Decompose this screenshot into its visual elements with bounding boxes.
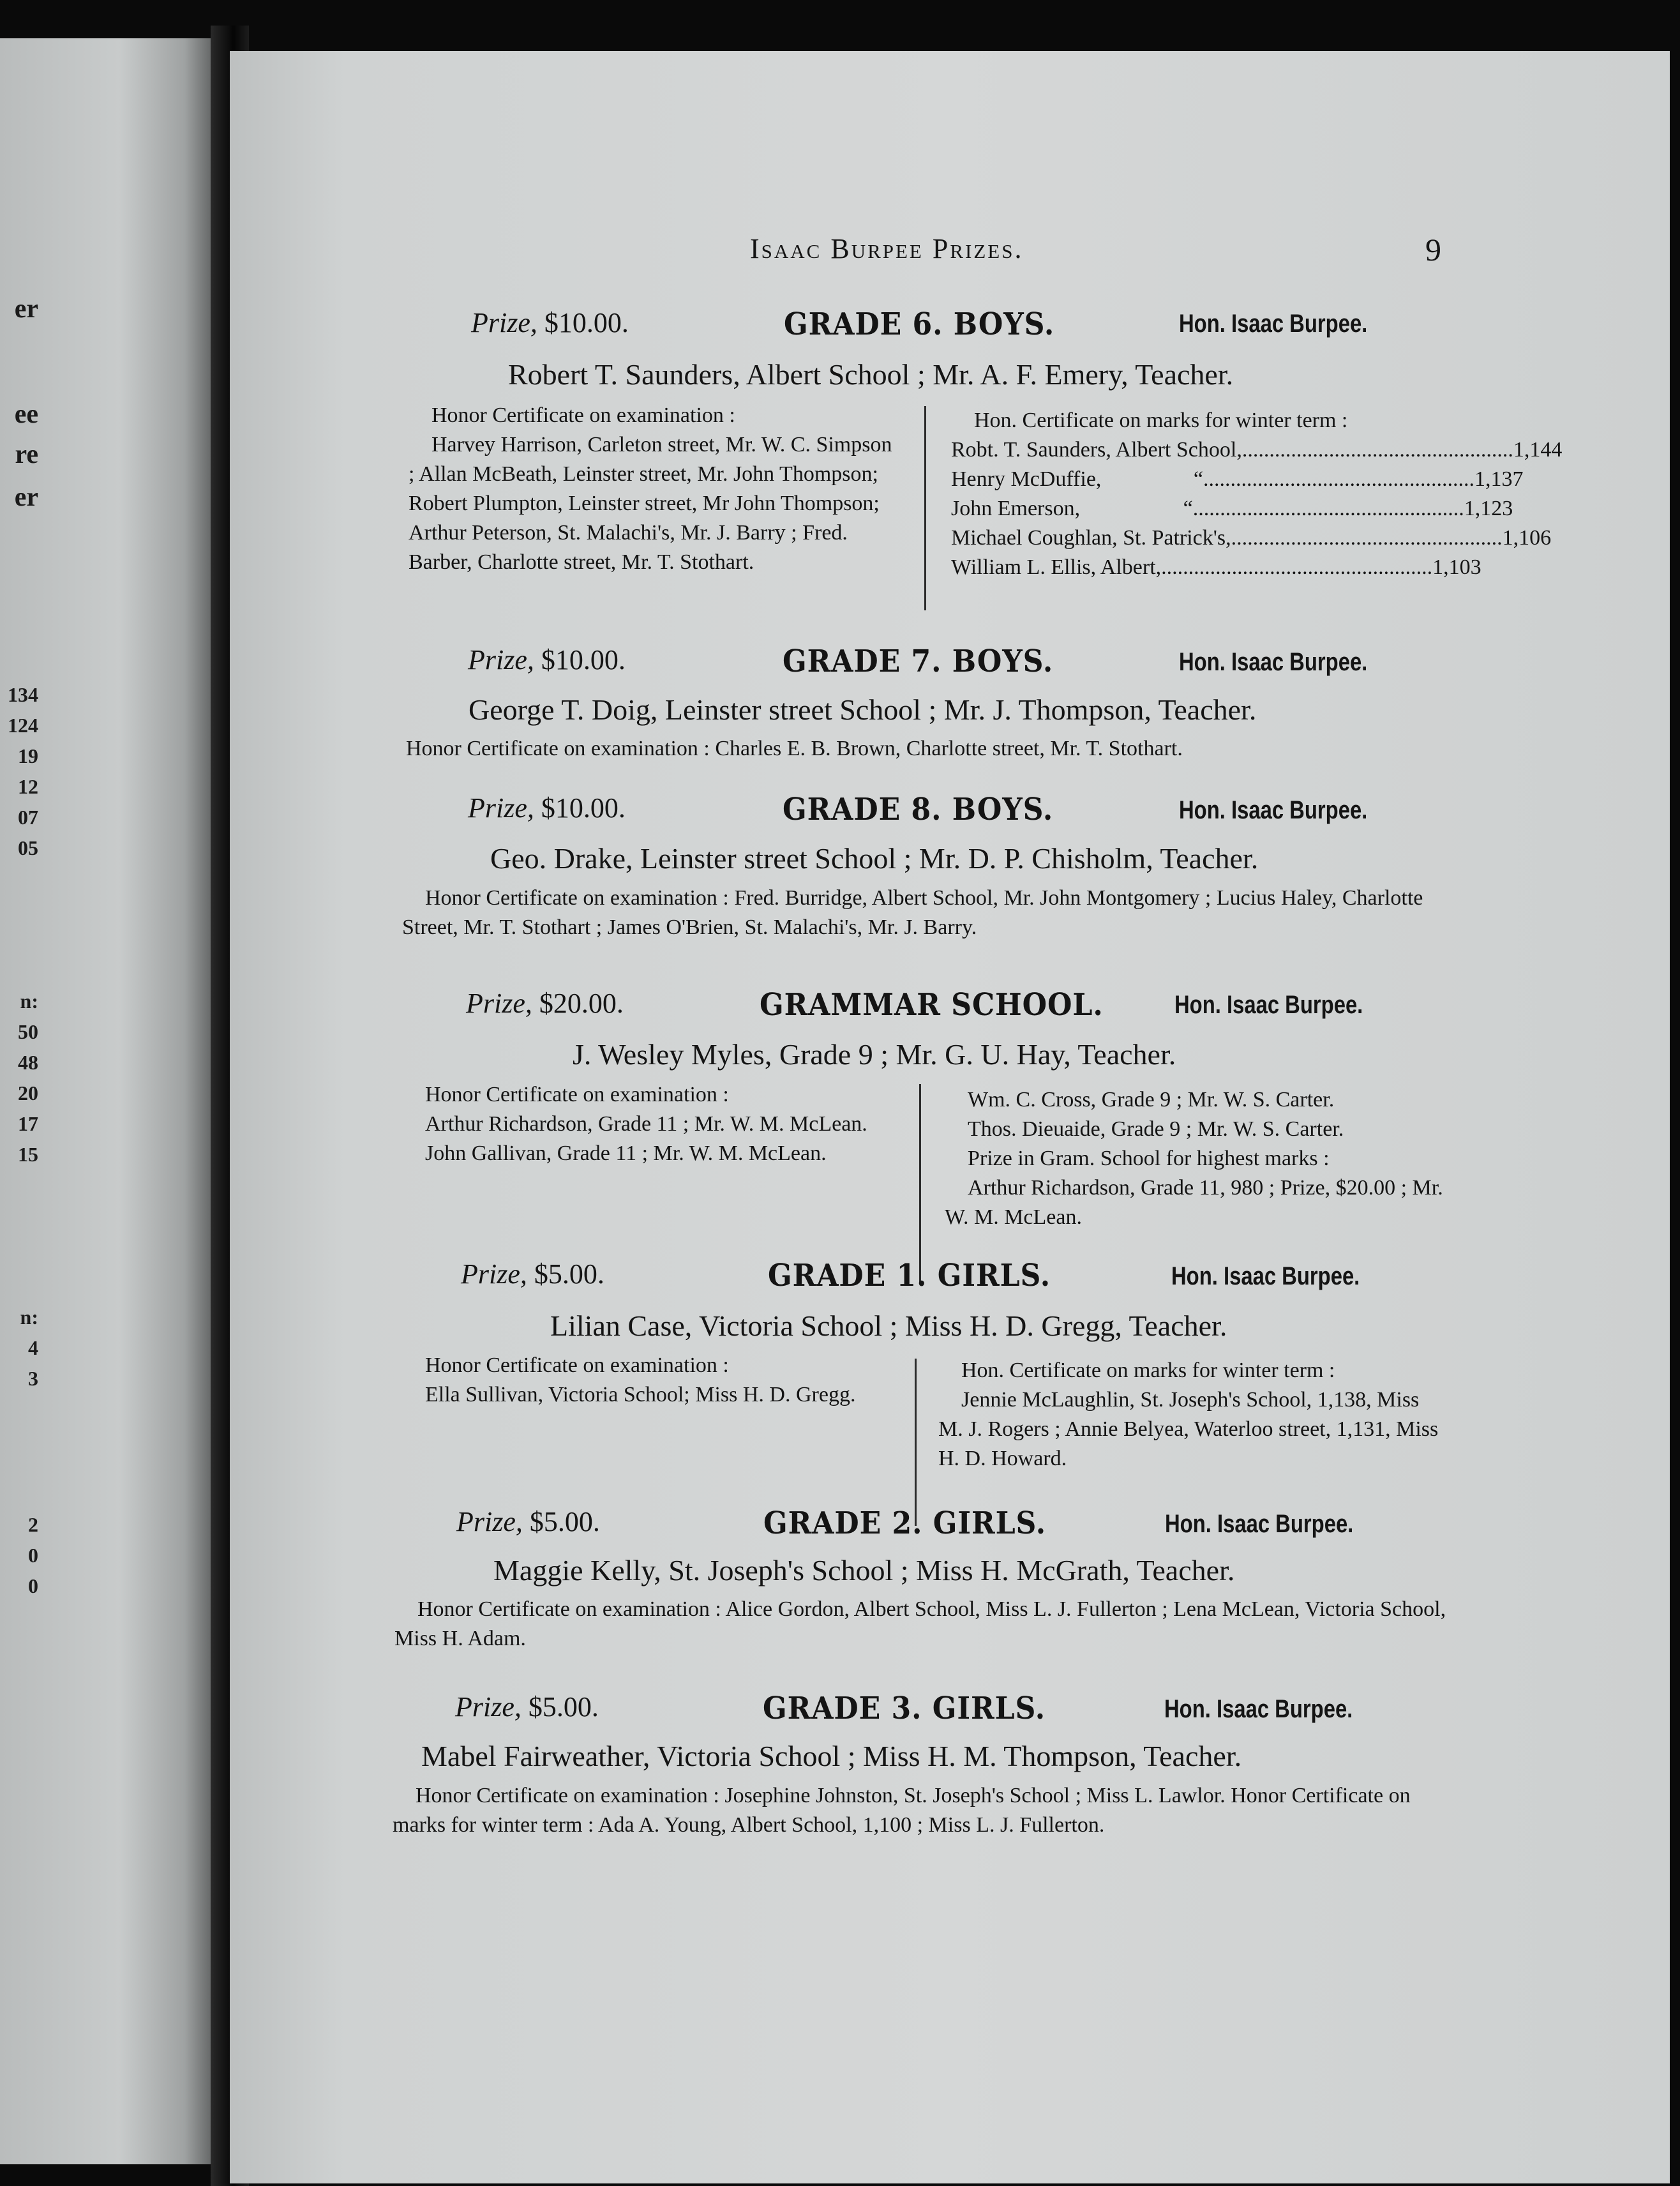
donor-name: Hon. Isaac Burpee. xyxy=(1174,991,1363,1019)
page-fragment-number: 15 xyxy=(18,1143,38,1166)
prize-amount: Prize, $10.00. xyxy=(468,792,626,824)
donor-name: Hon. Isaac Burpee. xyxy=(1179,796,1368,824)
page-fragment-number: 17 xyxy=(18,1112,38,1135)
prize-winner: Lilian Case, Victoria School ; Miss H. D. Gregg, Teacher. xyxy=(550,1309,1227,1342)
page-fragment-number: 12 xyxy=(18,775,38,798)
honor-marks-list: Hon. Certificate on marks for winter term : Jennie McLaughlin, St. Joseph's School, 1,138, Miss M. J. Rogers ; Annie Belyea, Waterloo street, 1,131, Miss H. D. Howard. xyxy=(938,1359,1439,1470)
prize-winner: Mabel Fairweather, Victoria School ; Miss H. M. Thompson, Teacher. xyxy=(421,1740,1242,1772)
prize-winner: George T. Doig, Leinster street School ; Mr. J. Thompson, Teacher. xyxy=(469,693,1257,726)
donor-name: Hon. Isaac Burpee. xyxy=(1164,1695,1353,1723)
honor-examination-list xyxy=(409,401,900,577)
grade-heading: GRADE 3. GIRLS. xyxy=(763,1691,1046,1726)
page-fragment-word: re xyxy=(15,440,38,469)
page-fragment-number: 134 xyxy=(8,683,38,706)
prize-amount: Prize, $10.00. xyxy=(471,307,629,338)
prize-amount: Prize, $10.00. xyxy=(468,644,626,675)
prize-winner: Maggie Kelly, St. Joseph's School ; Miss H. McGrath, Teacher. xyxy=(493,1554,1235,1587)
grade-heading: GRADE 2. GIRLS. xyxy=(763,1505,1047,1541)
page-fragment-number: 07 xyxy=(18,806,38,829)
running-head: Isaac Burpee Prizes. xyxy=(750,233,1024,264)
column-divider xyxy=(919,1084,921,1282)
honor-note: Honor Certificate on examination : Fred. Burridge, Albert School, Mr. John Montgomery ; Lucius Haley, Charlotte Street, Mr. T. Stothart ; James O'Brien, St. Malachi's, Mr. J. Barry. xyxy=(402,886,1423,939)
prize-winner: Geo. Drake, Leinster street School ; Mr. D. P. Chisholm, Teacher. xyxy=(490,842,1259,875)
previous-page-edge xyxy=(0,38,217,2164)
marks-row: William L. Ellis, Albert, .................................................. 1,103 xyxy=(951,555,1481,579)
grade-heading: GRADE 8. BOYS. xyxy=(783,792,1054,827)
page-fragment-number: 48 xyxy=(18,1051,38,1074)
prize-amount: Prize, $5.00. xyxy=(455,1691,599,1722)
prize-amount: Prize, $5.00. xyxy=(461,1258,604,1290)
honor-note: Honor Certificate on examination : Josephine Johnston, St. Joseph's School ; Miss L. Lawlor. Honor Certificate on marks for winter term : Ada A. Young, Albert School, 1,100 ; Miss L. J. Fullerton. xyxy=(393,1784,1411,1837)
page-fragment-number: 20 xyxy=(18,1082,38,1104)
column-divider xyxy=(924,406,926,610)
marks-row: Michael Coughlan, St. Patrick's, .................................................. 1,106 xyxy=(951,526,1552,550)
grade-heading: GRADE 1. GIRLS. xyxy=(768,1258,1051,1293)
page-fragment-label: n: xyxy=(20,990,38,1013)
page-fragment-word: ee xyxy=(14,400,38,429)
page-fragment-number: 0 xyxy=(28,1544,38,1567)
prize-amount: Prize, $5.00. xyxy=(456,1506,600,1537)
page-fragment-word: er xyxy=(14,294,38,324)
honor-marks-list: Wm. C. Cross, Grade 9 ; Mr. W. S. Carter. Thos. Dieuaide, Grade 9 ; Mr. W. S. Carter. Prize in Gram. School for highest marks : Arthur Richardson, Grade 11, 980 ; Prize, $20.00 ; Mr. W. M. McLean. xyxy=(945,1088,1443,1229)
donor-name: Hon. Isaac Burpee. xyxy=(1179,648,1368,676)
document-page xyxy=(230,51,1670,2183)
page-fragment-number: 19 xyxy=(18,744,38,767)
marks-row: Robt. T. Saunders, Albert School, .................................................. 1,144 xyxy=(951,438,1563,462)
marks-row: John Emerson, “ .................................................. 1,123 xyxy=(951,497,1513,520)
donor-name: Hon. Isaac Burpee. xyxy=(1171,1262,1360,1290)
donor-name: Hon. Isaac Burpee. xyxy=(1165,1510,1354,1538)
page-fragment-word: er xyxy=(14,483,38,512)
grade-heading: GRADE 6. BOYS. xyxy=(784,306,1055,342)
list-heading: Honor Certificate on examination : xyxy=(431,403,735,427)
honor-note: Honor Certificate on examination : Alice Gordon, Albert School, Miss L. J. Fullerton ; Lena McLean, Victoria School, Miss H. Adam. xyxy=(394,1597,1446,1650)
page-fragment-label: n: xyxy=(20,1306,38,1329)
prize-amount: Prize, $20.00. xyxy=(466,988,624,1019)
grade-heading: GRAMMAR SCHOOL. xyxy=(760,987,1104,1023)
page-number: 9 xyxy=(1425,232,1441,268)
list-text: Harvey Harrison, Carleton street, Mr. W. C. Simpson ; Allan McBeath, Leinster street, Mr. John Thompson; Robert Plumpton, Leinster street, Mr John Thompson; Arthur Peterson, St. Malachi's, Mr. J. Barry ; Fred. Barber, Charlotte street, Mr. T. Stothart. xyxy=(409,433,892,574)
honor-examination-list: Honor Certificate on examination : Arthur Richardson, Grade 11 ; Mr. W. M. McLean. John Gallivan, Grade 11 ; Mr. W. M. McLean. xyxy=(425,1083,867,1165)
page-fragment-number: 3 xyxy=(28,1367,38,1390)
page-fragment-number: 50 xyxy=(18,1020,38,1043)
grade-heading: GRADE 7. BOYS. xyxy=(783,644,1054,679)
prize-winner: J. Wesley Myles, Grade 9 ; Mr. G. U. Hay, Teacher. xyxy=(573,1038,1176,1071)
page-fragment-number: 2 xyxy=(28,1513,38,1536)
honor-note: Honor Certificate on examination : Charles E. B. Brown, Charlotte street, Mr. T. Stothart. xyxy=(406,737,1183,760)
column-divider xyxy=(915,1359,917,1526)
page-fragment-number: 05 xyxy=(18,836,38,859)
prize-winner: Robert T. Saunders, Albert School ; Mr. A. F. Emery, Teacher. xyxy=(508,358,1234,391)
page-fragment-number: 124 xyxy=(8,714,38,737)
page-fragment-number: 4 xyxy=(28,1336,38,1359)
honor-examination-list: Honor Certificate on examination : Ella Sullivan, Victoria School; Miss H. D. Gregg. xyxy=(425,1353,856,1406)
list-heading: Hon. Certificate on marks for winter term : xyxy=(974,409,1348,432)
donor-name: Hon. Isaac Burpee. xyxy=(1179,310,1368,338)
page-fragment-number: 0 xyxy=(28,1574,38,1597)
honor-marks-list xyxy=(951,406,1563,582)
marks-row: Henry McDuffie, “ .................................................. 1,137 xyxy=(951,467,1524,491)
